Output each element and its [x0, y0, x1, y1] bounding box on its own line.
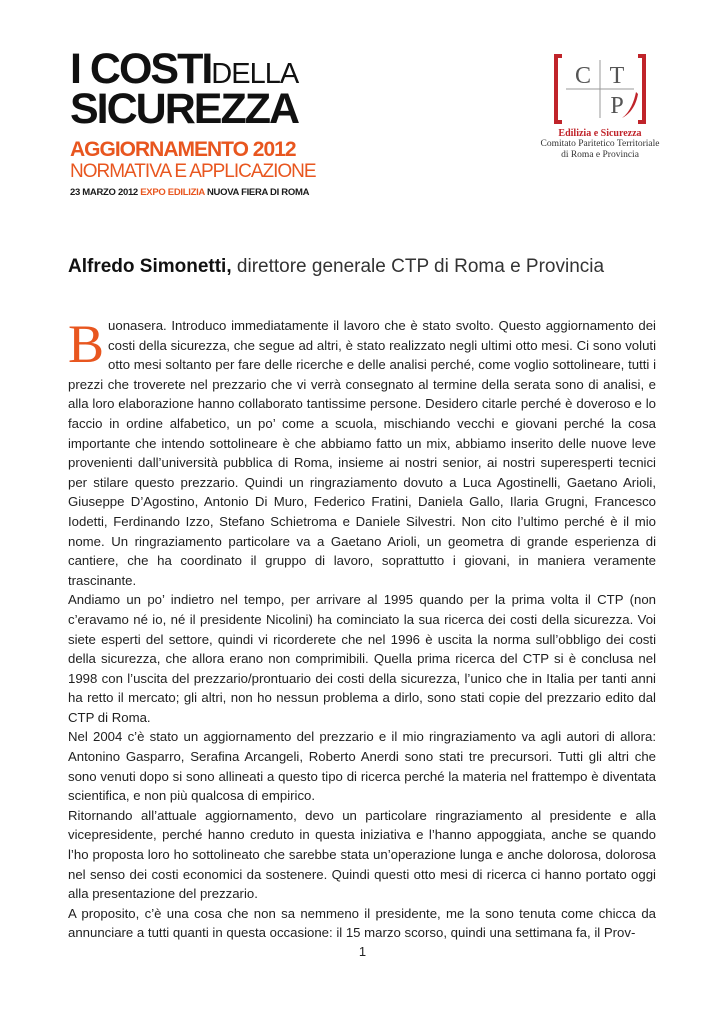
- paragraph-1-text: uonasera. Introduco immediatamente il lavoro che è stato svolto. Questo aggiornamento dei costi della sicurezza, che segue ad altri, è stato realizzato negli ultimi otto mesi. Ci sono voluti otto mesi soltanto per fare delle ricerche e delle analisi perché, come voglio sottolineare, tutti i prezzi che troverete nel prezzario che vi verrà consegnato al termine della serata sono di analisi, e alla loro elaborazione hanno collaborato tantissime persone. Desidero citarle perché è doveroso e lo faccio in ordine alfabetico, un po’ come a scuola, mischiando vecchi e giovani perché la cosa importante che intendo sottolineare è che abbiamo fatto un mix, abbiamo inserito delle nuove leve provenienti dall’università pubblica di Roma, insieme ai nostri senior, ai nostri superesperti tecnici per stilare questo prezzario. Quindi un ringraziamento dovuto a Luca Agostinelli, Gaetano Arioli, Giuseppe D’Agostino, Antonio Di Muro, Federico Fratini, Daniela Gallo, Ilaria Grugni, Francesco Iodetti, Ferdinando Izzo, Stefano Schietroma e Daniele Silvestri. Non cito l’ultimo perché è il mio nome. Un ringraziamento particolare va a Gaetano Arioli, un geometra di grande esperienza di cantiere, che ha coordinato il gruppo di lavoro, soprattutto i giovani, in maniera veramente trascinante.: [68, 318, 656, 588]
- article-body: [68, 316, 656, 943]
- logo-letter-c: C: [574, 63, 592, 89]
- logo-line-2: Comitato Paritetico Territoriale: [540, 139, 660, 149]
- speaker-name: Alfredo Simonetti,: [68, 256, 232, 277]
- logo-line-3: di Roma e Provincia: [561, 149, 639, 160]
- right-bracket-shape: [638, 56, 644, 122]
- event-venue: NUOVA FIERA DI ROMA: [206, 187, 310, 198]
- title-della: DELLA: [211, 58, 299, 90]
- speaker-heading: [68, 256, 604, 278]
- drop-cap: B: [68, 314, 105, 374]
- paragraph-5: A proposito, c’è una cosa che non sa nemmeno il presidente, me la sono tenuta come chicca da annunciare a tutti quanti in questa occasione: il 15 marzo scorso, quindi una settimana fa, il Prov-: [68, 905, 656, 941]
- paragraph-2: Andiamo un po’ indietro nel tempo, per arrivare al 1995 quando per la prima volta il CTP (non c’eravamo né io, né il presidente Nicolini) ha cominciato la sua ricerca dei costi della sicurezza. Voi siete esperti del settore, quindi vi ricorderete che nel 1996 è uscita la norma sull’obbligo dei costi della sicurezza, che allora erano non comprimibili. Quella prima ricerca del CTP si è conclusa nel 1998 con l’uscita del prezzario/prontuario dei costi della sicurezza, l’unico che in Italia per tanti anni ha retto il mercato; gli altri, non ho nessun problema a dirlo, sono stati copie del prezzario edito dal CTP di Roma.: [68, 592, 656, 725]
- paragraph-4: Ritornando all’attuale aggiornamento, devo un particolare ringraziamento al presidente e alla vicepresidente, perché hanno creduto in questa iniziativa e l’hanno appoggiata, anche se quando l’ho proposta loro ho sottolineato che sarebbe stata un’operazione lunga e anche dolorosa, dolorosa nel senso dei costi economici da sostenere. Quindi questi otto mesi di ricerca ci hanno portato oggi alla presentazione del prezzario.: [68, 807, 656, 902]
- title-i-costi: I COSTI: [70, 45, 212, 93]
- logo-letter-p: P: [610, 93, 624, 119]
- left-bracket-shape: [556, 56, 562, 122]
- event-date: 23 MARZO 2012: [70, 187, 138, 198]
- subtitle-normativa: NORMATIVA E APPLICAZIONE: [70, 161, 316, 182]
- paragraph-1: [68, 316, 656, 590]
- ctp-logo: [530, 54, 670, 161]
- speaker-role: direttore generale CTP di Roma e Provincia: [231, 256, 605, 277]
- title-sicurezza: SICUREZZA: [70, 85, 299, 133]
- page-number: 1: [358, 944, 367, 959]
- event-dateline: [70, 187, 370, 198]
- logo-line-1: Edilizia e Sicurezza: [558, 128, 642, 139]
- event-name: EXPO EDILIZIA: [140, 187, 205, 198]
- subtitle-aggiornamento: AGGIORNAMENTO 2012: [70, 138, 296, 161]
- paragraph-3: Nel 2004 c’è stato un aggiornamento del prezzario e il mio ringraziamento va agli autori di allora: Antonino Gasparro, Serafina Arcangeli, Roberto Anerdi sono stati tre precursori. Tutti gli altri che sono venuti dopo si sono allineati a questo tipo di ricerca perché la materia nel frattempo è diventata scientifica, e non più qualcosa di empirico.: [68, 729, 656, 804]
- logo-swoosh-shape: [622, 92, 638, 118]
- ctp-logo-mark: [552, 54, 648, 124]
- logo-letter-t: T: [609, 63, 625, 89]
- document-header: [70, 45, 370, 198]
